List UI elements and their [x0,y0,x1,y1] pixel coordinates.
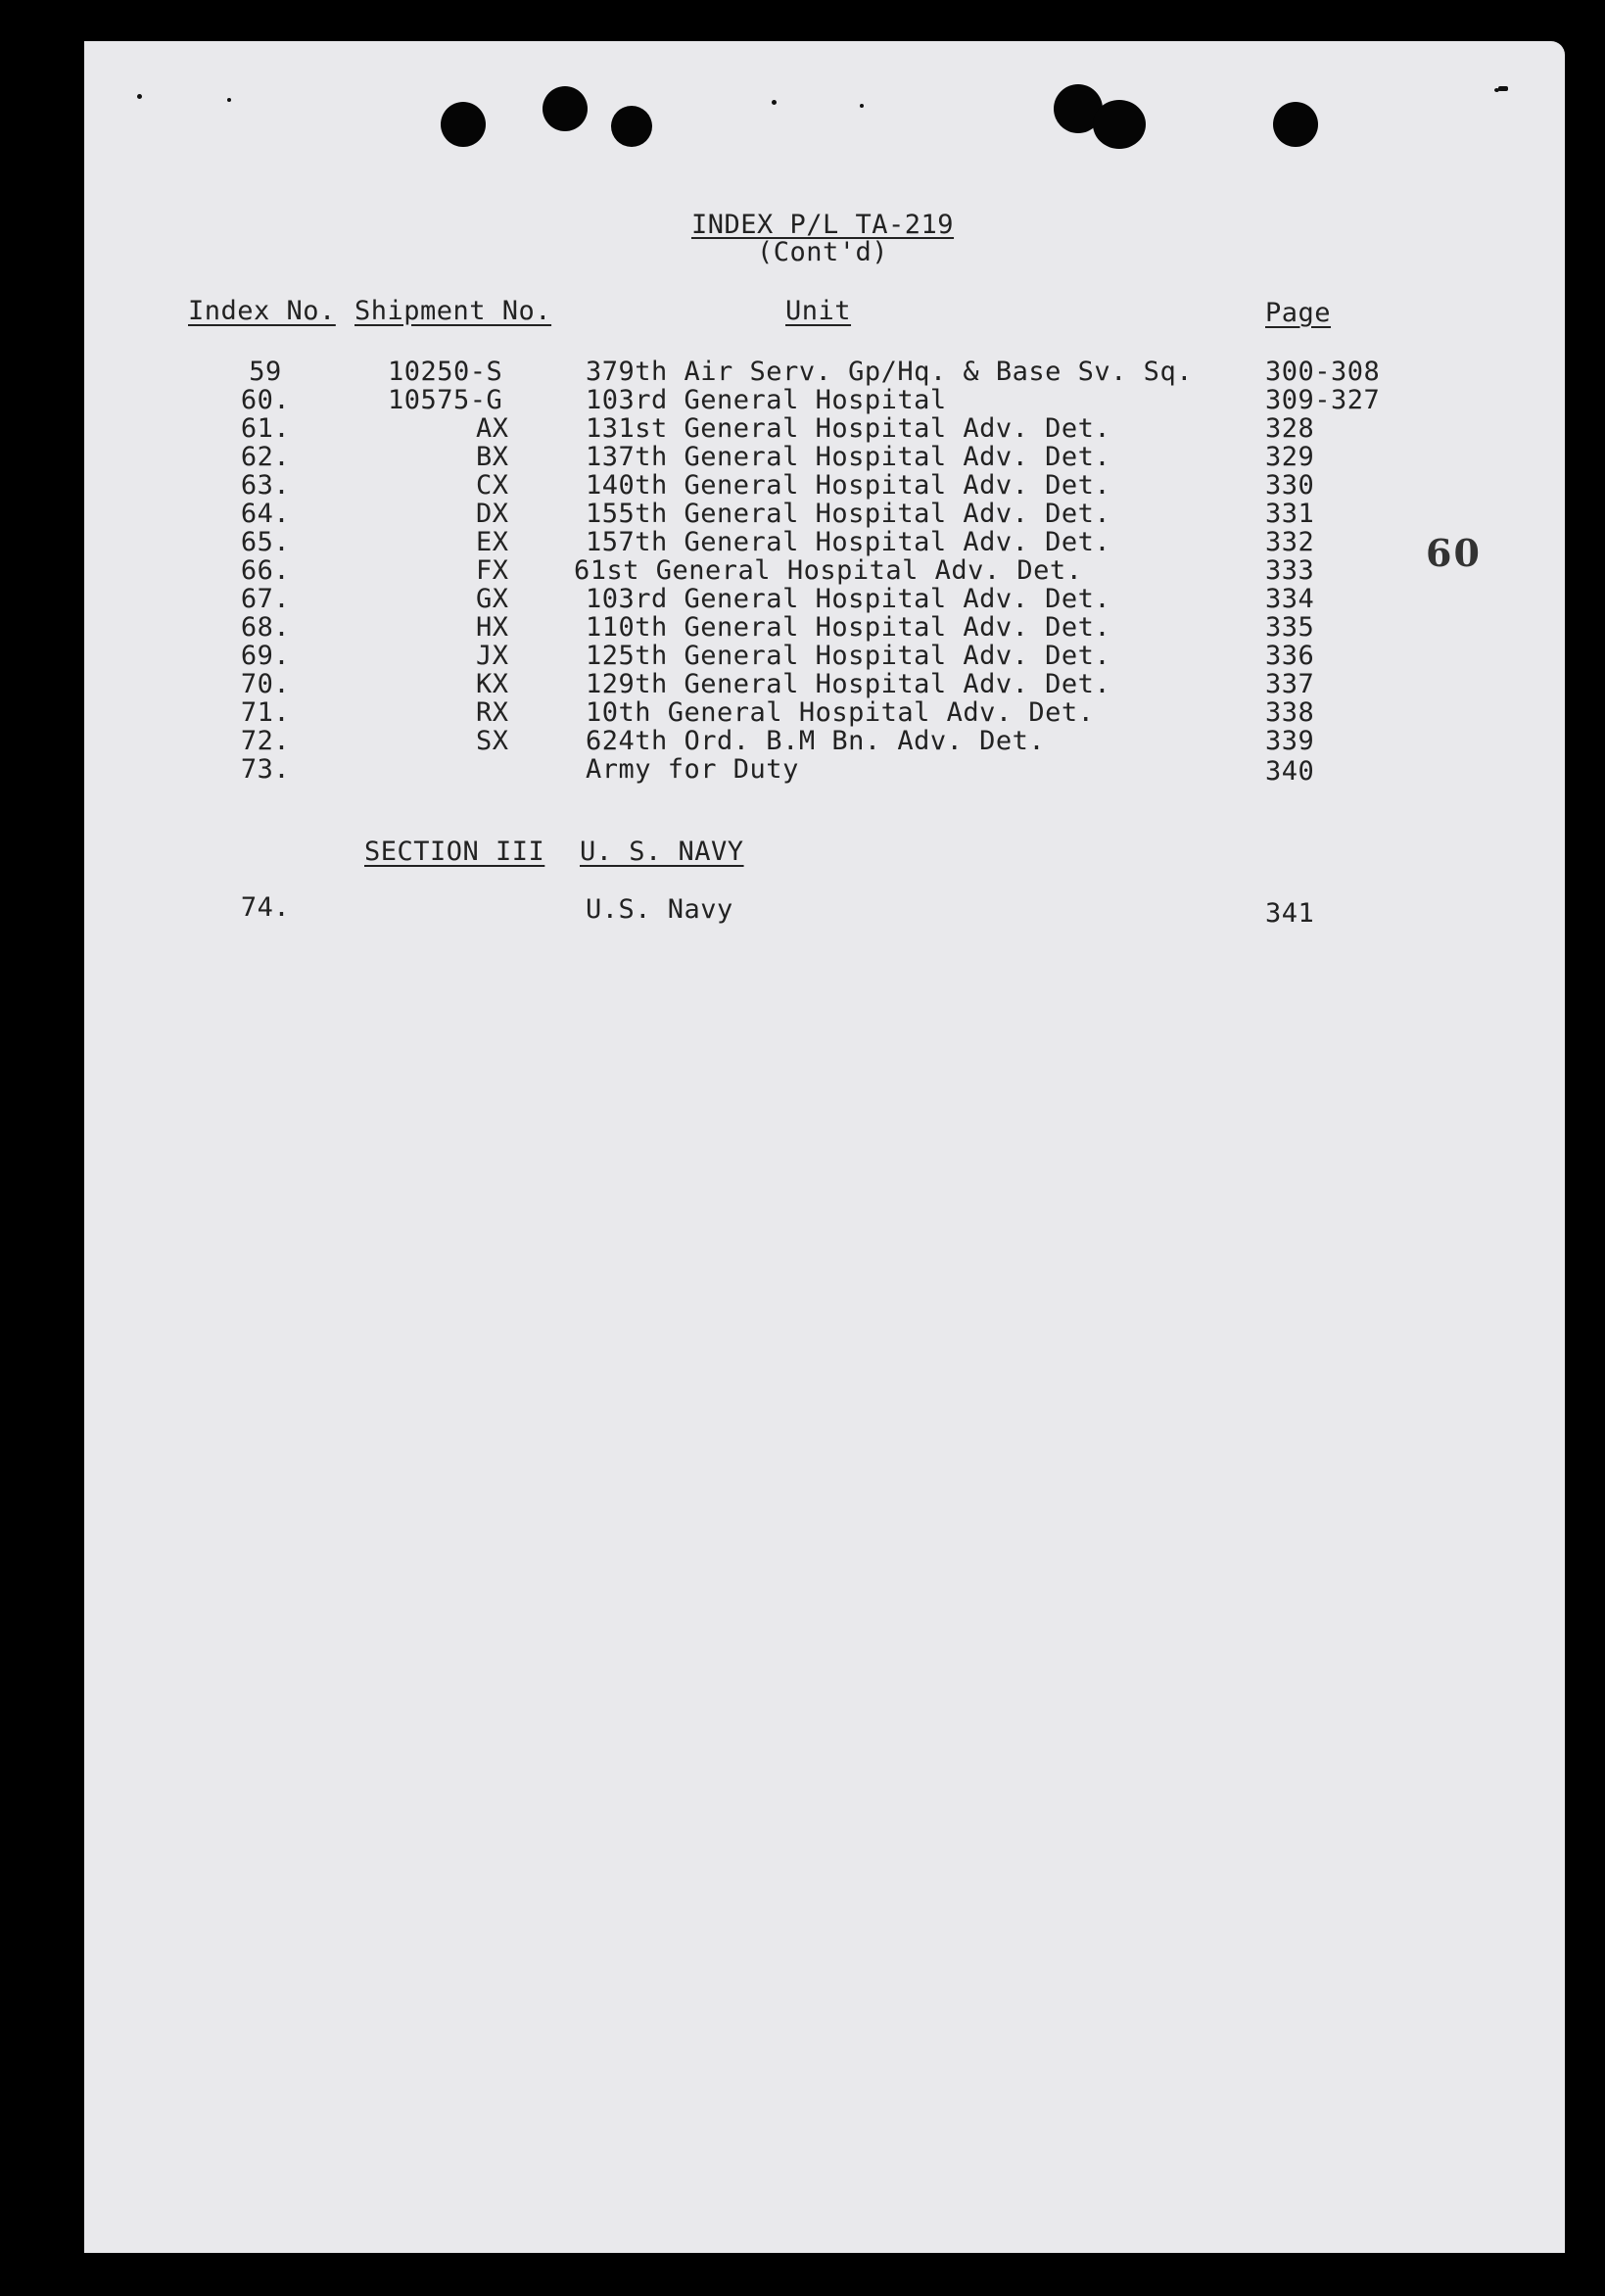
punch-hole [611,106,652,147]
unit-cell: Army for Duty [586,754,799,785]
speck [1498,86,1508,91]
shipment-cell: 10575-G [388,385,503,415]
page-cell: 329 [1265,442,1315,472]
unit-cell: 125th General Hospital Adv. Det. [586,641,1111,671]
unit-cell: 137th General Hospital Adv. Det. [586,442,1111,472]
shipment-cell: 10250-S [388,357,503,387]
speck [772,100,777,105]
unit-cell: U.S. Navy [586,894,733,925]
page-cell: 330 [1265,470,1315,501]
unit-cell: 140th General Hospital Adv. Det. [586,470,1111,501]
index-cell: 70. [240,669,291,699]
unit-cell: 103rd General Hospital Adv. Det. [586,584,1111,614]
page-cell: 335 [1265,612,1315,643]
page-cell: 336 [1265,641,1315,671]
speck [860,104,864,108]
index-cell: 71. [240,697,291,728]
shipment-cell: DX [476,499,509,529]
page-cell: 341 [1265,898,1315,929]
shipment-cell: CX [476,470,509,501]
column-header-unit: Unit [785,296,852,326]
index-cell: 65. [240,527,291,557]
column-header-index: Index No. [188,296,336,326]
shipment-cell: GX [476,584,509,614]
stamped-page-number: 60 [1426,531,1482,575]
column-header-page: Page [1265,298,1332,328]
index-cell: 67. [240,584,291,614]
index-cell: 73. [240,754,291,785]
unit-cell: 379th Air Serv. Gp/Hq. & Base Sv. Sq. [586,357,1193,387]
punch-hole [543,86,588,131]
unit-cell: 10th General Hospital Adv. Det. [586,697,1095,728]
index-cell: 64. [240,499,291,529]
document-title: INDEX P/L TA-219 [690,210,955,240]
index-cell: 74. [240,892,291,923]
page-cell: 333 [1265,555,1315,586]
shipment-cell: KX [476,669,509,699]
index-cell: 61. [240,413,291,444]
shipment-cell: FX [476,555,509,586]
unit-cell: 110th General Hospital Adv. Det. [586,612,1111,643]
punch-hole [1093,100,1146,149]
shipment-cell: AX [476,413,509,444]
page-cell: 334 [1265,584,1315,614]
page-cell: 331 [1265,499,1315,529]
shipment-cell: SX [476,726,509,756]
speck [227,98,231,102]
document-page [84,41,1565,2253]
index-cell: 60. [240,385,291,415]
unit-cell: 129th General Hospital Adv. Det. [586,669,1111,699]
unit-cell: 61st General Hospital Adv. Det. [574,555,1083,586]
index-cell: 62. [240,442,291,472]
punch-hole [1273,102,1318,147]
index-cell: 66. [240,555,291,586]
shipment-cell: EX [476,527,509,557]
page-cell: 338 [1265,697,1315,728]
document-subtitle: (Cont'd) [756,237,889,267]
page-cell: 309-327 [1265,385,1381,415]
section-name: U. S. NAVY [580,837,744,867]
column-header-shipment: Shipment No. [354,296,552,326]
page-cell: 332 [1265,527,1315,557]
punch-hole [441,102,486,147]
page-cell: 340 [1265,756,1315,787]
index-cell: 63. [240,470,291,501]
section-label: SECTION III [364,837,545,867]
unit-cell: 624th Ord. B.M Bn. Adv. Det. [586,726,1046,756]
speck [137,94,142,99]
page-cell: 300-308 [1265,357,1381,387]
shipment-cell: BX [476,442,509,472]
page-cell: 337 [1265,669,1315,699]
index-cell: 68. [240,612,291,643]
page-cell: 328 [1265,413,1315,444]
page-cell: 339 [1265,726,1315,756]
unit-cell: 131st General Hospital Adv. Det. [586,413,1111,444]
unit-cell: 157th General Hospital Adv. Det. [586,527,1111,557]
unit-cell: 103rd General Hospital [586,385,947,415]
shipment-cell: RX [476,697,509,728]
index-cell: 69. [240,641,291,671]
unit-cell: 155th General Hospital Adv. Det. [586,499,1111,529]
index-cell: 59 [249,357,282,387]
shipment-cell: HX [476,612,509,643]
shipment-cell: JX [476,641,509,671]
index-cell: 72. [240,726,291,756]
